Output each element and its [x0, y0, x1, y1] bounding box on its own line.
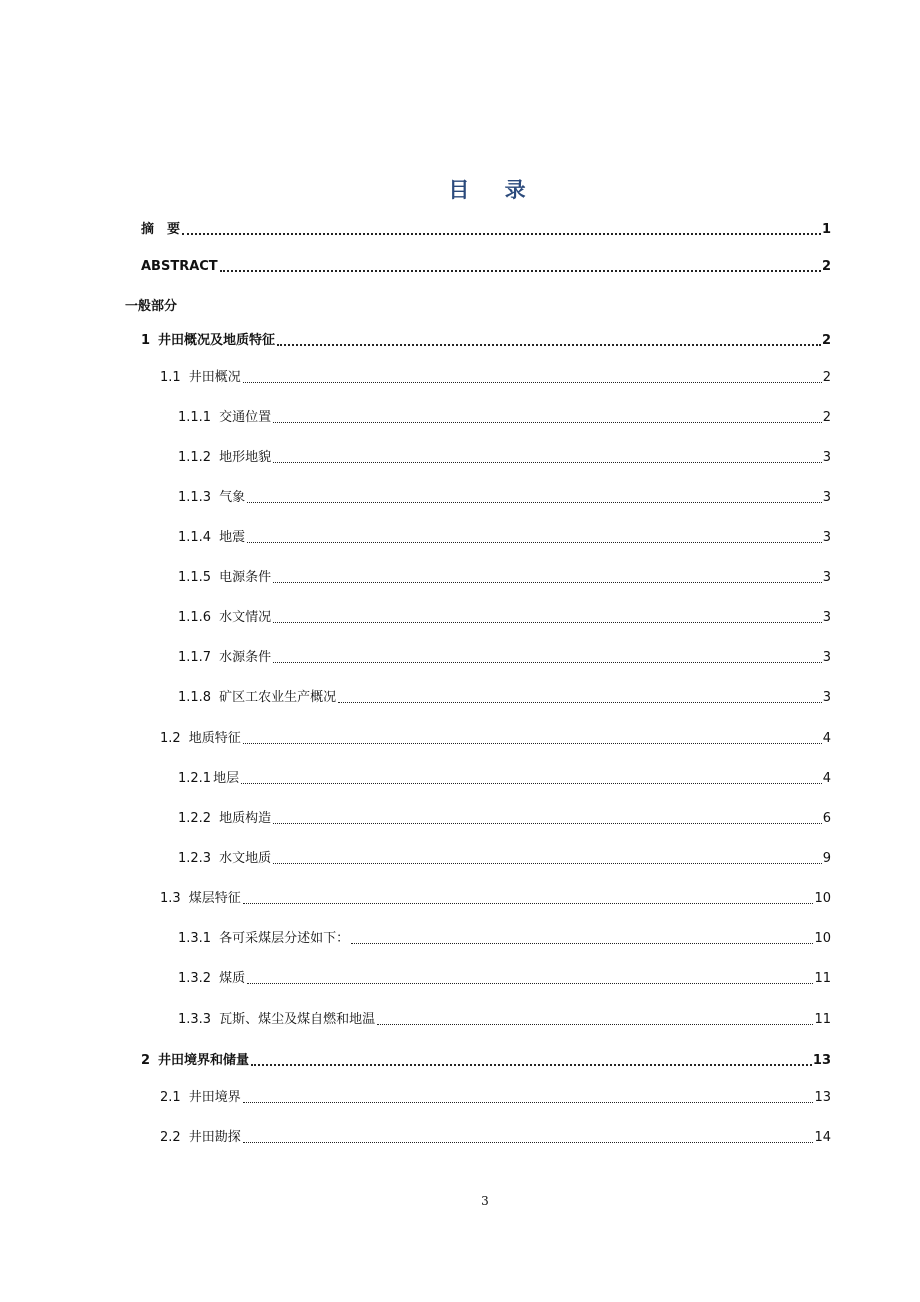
- toc-entry[interactable]: [178, 930, 831, 948]
- dot-leader: [273, 582, 822, 583]
- toc-entry-text: 井田勘探: [188, 1130, 241, 1145]
- toc-entry-text: ABSTRACT: [141, 259, 218, 274]
- toc-entry-page: 11: [814, 1012, 831, 1027]
- toc-entry[interactable]: [160, 890, 831, 908]
- dot-leader: [241, 783, 822, 784]
- toc-entry-text: 各可采煤层分述如下：: [219, 931, 350, 946]
- toc-entry-text: 水文情况: [219, 610, 272, 625]
- toc-entry-page: 11: [814, 971, 831, 986]
- dot-leader: [247, 983, 813, 984]
- toc-entry[interactable]: [178, 1011, 831, 1029]
- toc-entry-number: 1.2.1: [178, 771, 212, 786]
- toc-entry-page: 3: [822, 530, 831, 545]
- toc-entry-page: 3: [822, 570, 831, 585]
- toc-entry-page: 4: [822, 771, 831, 786]
- dot-leader: [377, 1024, 813, 1025]
- toc-entry-text: 地震: [219, 530, 246, 545]
- toc-entry-number: 1.1.3: [178, 490, 212, 505]
- toc-entry-page: 13: [812, 1053, 831, 1068]
- toc-entry-text: 摘 要: [141, 222, 181, 237]
- toc-entry-text: 交通位置: [219, 410, 272, 425]
- dot-leader: [243, 1142, 814, 1143]
- dot-leader: [273, 422, 822, 423]
- toc-entry-text: 电源条件: [219, 570, 272, 585]
- toc-entry-page: 4: [822, 731, 831, 746]
- toc-entry-text: 瓦斯、煤尘及煤自燃和地温: [219, 1012, 376, 1027]
- toc-entry[interactable]: [178, 689, 831, 707]
- dot-leader: [247, 502, 822, 503]
- page-number: 3: [481, 1194, 489, 1208]
- toc-entry-number: 1.3.1: [178, 931, 212, 946]
- toc-entry-page: 3: [822, 650, 831, 665]
- toc-entry-number: 1.2.2: [178, 811, 212, 826]
- toc-entry-number: 2: [141, 1053, 151, 1068]
- toc-entry-number: 1.1.6: [178, 610, 212, 625]
- toc-entry-page: 10: [814, 891, 831, 906]
- dot-leader: [243, 903, 814, 904]
- toc-entry-number: 1.1.4: [178, 530, 212, 545]
- toc-entry-text: 煤层特征: [188, 891, 241, 906]
- toc-entry-text: 水文地质: [219, 851, 272, 866]
- toc-entry-number: 1.3.3: [178, 1012, 212, 1027]
- toc-entry-page: 3: [822, 690, 831, 705]
- toc-entry-page: 2: [822, 370, 831, 385]
- toc-entry-text: 井田概况: [188, 370, 241, 385]
- toc-entry-number: 1: [141, 333, 151, 348]
- toc-entry[interactable]: [160, 1129, 831, 1147]
- toc-entry[interactable]: [160, 1089, 831, 1107]
- toc-entry-page: 1: [821, 222, 831, 237]
- toc-entry-number: 1.3: [160, 891, 181, 906]
- toc-entry-number: 1.1.1: [178, 410, 212, 425]
- toc-entry-text: 水源条件: [219, 650, 272, 665]
- toc-entry-page: 2: [822, 410, 831, 425]
- dot-leader: [351, 943, 813, 944]
- toc-entry-number: 2.1: [160, 1090, 181, 1105]
- toc-entry[interactable]: [178, 609, 831, 627]
- toc-entry-text: 地层: [213, 771, 240, 786]
- dot-leader: [273, 662, 822, 663]
- dot-leader: [247, 542, 822, 543]
- toc-entry-text: 地形地貌: [219, 450, 272, 465]
- toc-entry-number: 2.2: [160, 1130, 181, 1145]
- toc-entry-page: 3: [822, 490, 831, 505]
- toc-entry[interactable]: [178, 489, 831, 507]
- dot-leader: [251, 1064, 812, 1066]
- toc-entry-number: 1.1: [160, 370, 181, 385]
- section-heading: 一般部分: [125, 299, 178, 314]
- dot-leader: [243, 743, 822, 744]
- toc-entry-number: 1.1.7: [178, 650, 212, 665]
- toc-entry-text: 井田境界: [188, 1090, 241, 1105]
- toc-entry-number: 1.3.2: [178, 971, 212, 986]
- toc-entry-page: 2: [821, 333, 831, 348]
- toc-entry-number: 1.2: [160, 731, 181, 746]
- toc-entry[interactable]: [178, 649, 831, 667]
- toc-entry-page: 2: [821, 259, 831, 274]
- toc-entry-number: 1.1.8: [178, 690, 212, 705]
- dot-leader: [273, 622, 822, 623]
- dot-leader: [277, 344, 821, 346]
- dot-leader: [243, 1102, 814, 1103]
- toc-entry-page: 14: [814, 1130, 831, 1145]
- toc-entry-number: 1.1.2: [178, 450, 212, 465]
- toc-entry[interactable]: [141, 221, 831, 239]
- toc-entry-text: 井田概况及地质特征: [158, 333, 276, 348]
- toc-entry-text: 井田境界和储量: [158, 1053, 250, 1068]
- toc-entry[interactable]: [178, 409, 831, 427]
- toc-entry[interactable]: [178, 810, 831, 828]
- dot-leader: [273, 863, 822, 864]
- toc-entry-page: 9: [822, 851, 831, 866]
- dot-leader: [338, 702, 822, 703]
- dot-leader: [273, 823, 822, 824]
- toc-entry-text: 矿区工农业生产概况: [219, 690, 337, 705]
- toc-entry[interactable]: [178, 449, 831, 467]
- toc-entry[interactable]: [178, 770, 831, 788]
- toc-entry-page: 3: [822, 610, 831, 625]
- toc-entry-page: 3: [822, 450, 831, 465]
- toc-entry[interactable]: [141, 1052, 831, 1070]
- toc-entry[interactable]: [141, 332, 831, 350]
- toc-entry-text: 煤质: [219, 971, 246, 986]
- toc-entry[interactable]: [160, 369, 831, 387]
- dot-leader: [182, 233, 821, 235]
- toc-entry-number: 1.2.3: [178, 851, 212, 866]
- toc-entry-page: 6: [822, 811, 831, 826]
- dot-leader: [243, 382, 822, 383]
- toc-entry-text: 气象: [219, 490, 246, 505]
- toc-entry[interactable]: [141, 258, 831, 276]
- toc-entry-text: 地质特征: [188, 731, 241, 746]
- toc-entry-number: 1.1.5: [178, 570, 212, 585]
- toc-entry[interactable]: [178, 529, 831, 547]
- dot-leader: [220, 270, 821, 272]
- toc-entry-page: 13: [814, 1090, 831, 1105]
- dot-leader: [273, 462, 822, 463]
- toc-entry[interactable]: [178, 850, 831, 868]
- toc-title: 目 录: [448, 177, 540, 202]
- toc-entry-text: 地质构造: [219, 811, 272, 826]
- toc-entry[interactable]: [160, 730, 831, 748]
- toc-entry-page: 10: [814, 931, 831, 946]
- toc-entry[interactable]: [178, 569, 831, 587]
- toc-entry[interactable]: [178, 970, 831, 988]
